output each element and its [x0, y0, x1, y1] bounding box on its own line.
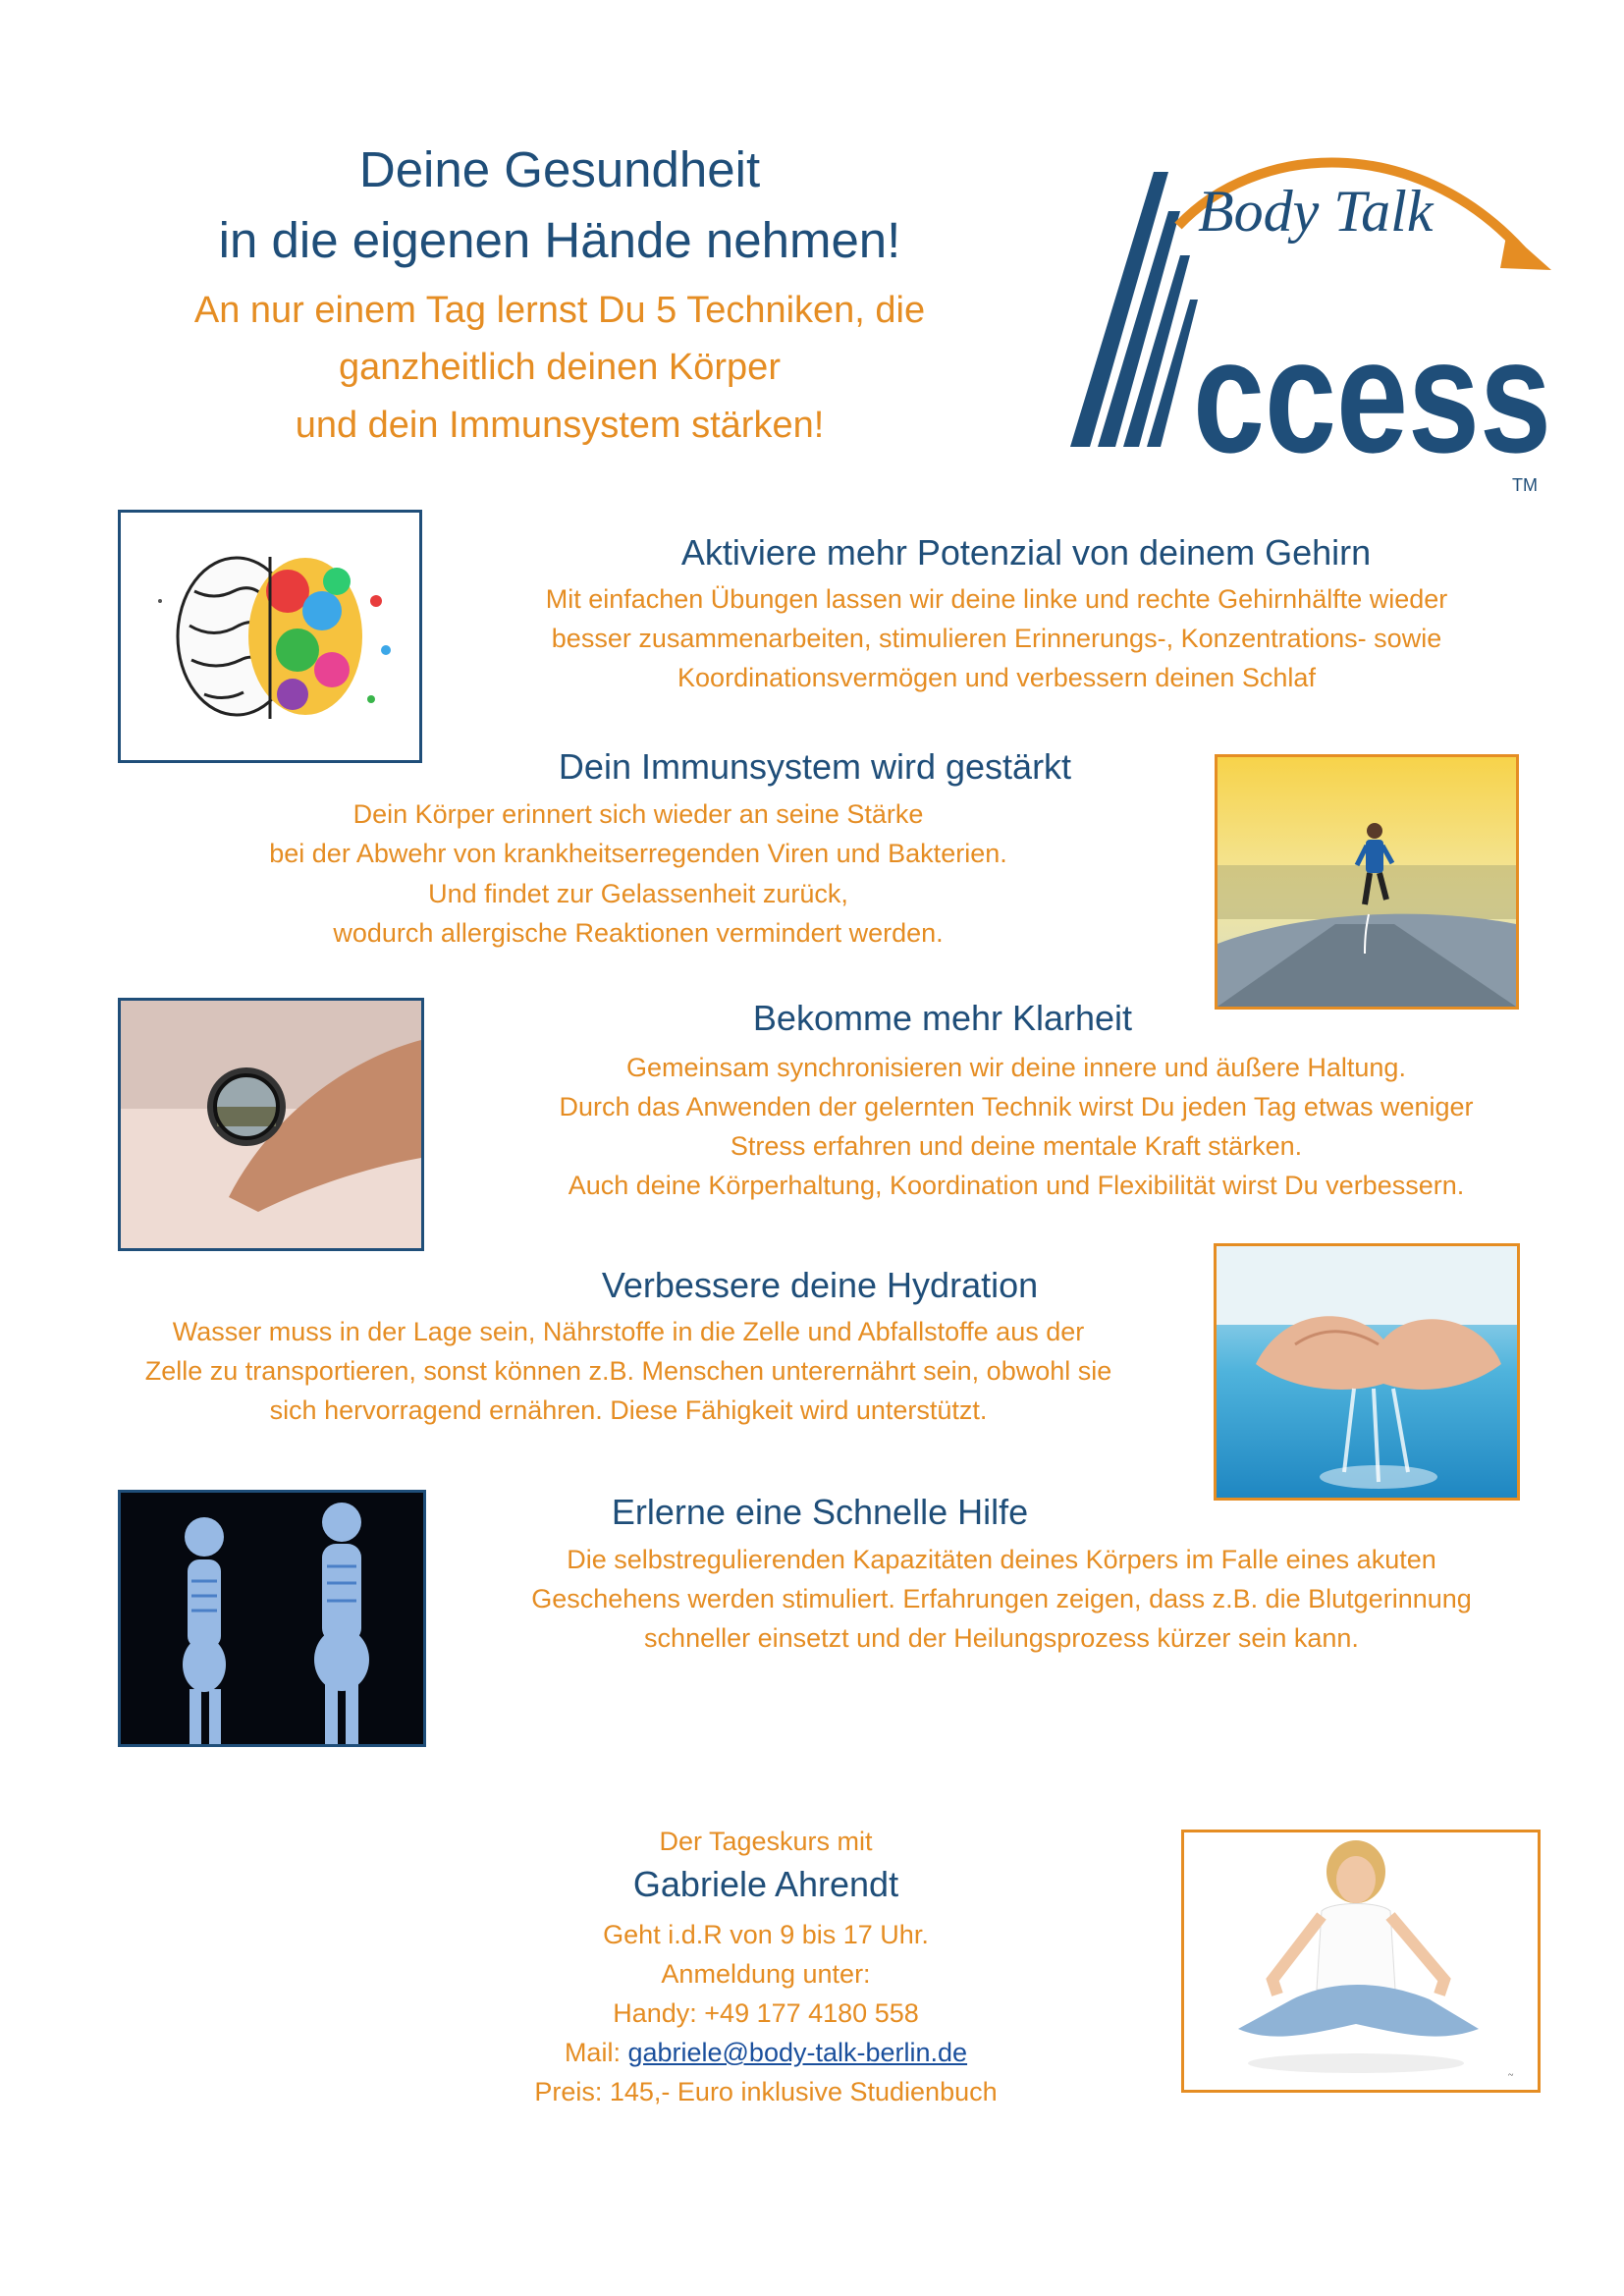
course-time: Geht i.d.R von 9 bis 17 Uhr. — [603, 1920, 929, 1949]
section-text-clarity-4: Auch deine Körperhaltung, Koordination und Flexibilität wirst Du verbessern. — [568, 1171, 1465, 1200]
section-text-immune-4: wodurch allergische Reaktionen vermindert werden. — [333, 918, 944, 948]
section-text-immune-1: Dein Körper erinnert sich wieder an seine Stärke — [352, 799, 924, 829]
page-title-line1: Deine Gesundheit — [358, 141, 761, 197]
section-text-brain-1: Mit einfachen Übungen lassen wir deine linke und rechte Gehirnhälfte wieder — [545, 584, 1448, 614]
section-text-clarity-1: Gemeinsam synchronisieren wir deine innere und äußere Haltung. — [626, 1053, 1406, 1082]
section-heading-brain: Aktiviere mehr Potenzial von deinem Gehirn — [680, 532, 1372, 573]
section-heading-clarity: Bekomme mehr Klarheit — [752, 998, 1133, 1038]
lens-hand-image — [118, 998, 424, 1251]
price-info: Preis: 145,- Euro inklusive Studienbuch — [534, 2077, 998, 2106]
bodytalk-access-logo — [1060, 152, 1561, 501]
course-intro: Der Tageskurs mit — [659, 1827, 873, 1856]
section-text-brain-2: besser zusammenarbeiten, stimulieren Erinnerungs-, Konzentrations- sowie — [551, 624, 1442, 653]
section-text-brain-3: Koordinationsvermögen und verbessern deinen Schlaf — [677, 663, 1316, 692]
section-text-hydration-1: Wasser muss in der Lage sein, Nährstoffe in die Zelle und Abfallstoffe aus der — [172, 1317, 1085, 1346]
section-heading-quick-help: Erlerne eine Schnelle Hilfe — [611, 1492, 1029, 1532]
email-link[interactable]: gabriele@body-talk-berlin.de — [627, 2038, 968, 2067]
logo-bodytalk-text: Body Talk — [1198, 179, 1434, 244]
anatomy-image — [118, 1490, 426, 1747]
section-text-quick-help-3: schneller einsetzt und der Heilungsprozess kürzer sein kann. — [644, 1623, 1359, 1653]
section-text-hydration-2: Zelle zu transportieren, sonst können z.B. Menschen unterernährt sein, obwohl sie — [144, 1356, 1112, 1386]
section-heading-hydration: Verbessere deine Hydration — [601, 1265, 1039, 1305]
svg-text:ccess: ccess — [1193, 305, 1551, 486]
page-title-line2: in die eigenen Hände nehmen! — [218, 212, 901, 268]
section-text-clarity-3: Stress erfahren und deine mentale Kraft stärken. — [730, 1131, 1303, 1161]
section-text-immune-2: bei der Abwehr von krankheitserregenden Viren und Bakterien. — [269, 839, 1007, 868]
subtitle-line3: und dein Immunsystem stärken! — [295, 405, 825, 446]
svg-text:~: ~ — [1508, 2070, 1514, 2081]
section-text-quick-help-1: Die selbstregulierenden Kapazitäten deines Körpers im Falle eines akuten — [567, 1545, 1436, 1574]
subtitle-line1: An nur einem Tag lernst Du 5 Techniken, die — [193, 290, 926, 331]
subtitle-line2: ganzheitlich deinen Körper — [339, 347, 781, 388]
instructor-name: Gabriele Ahrendt — [632, 1864, 899, 1904]
brain-image — [118, 510, 422, 763]
mail-line — [422, 2033, 1110, 2072]
logo-tm: TM — [1512, 475, 1538, 495]
phone-number: Handy: +49 177 4180 558 — [613, 1998, 919, 2028]
section-text-clarity-2: Durch das Anwenden der gelernten Technik wirst Du jeden Tag etwas weniger — [559, 1092, 1474, 1121]
registration-label: Anmeldung unter: — [661, 1959, 871, 1989]
portrait-image — [1181, 1830, 1541, 2093]
water-hands-image — [1214, 1243, 1520, 1501]
mail-label: Mail: — [564, 2038, 628, 2067]
section-text-hydration-3: sich hervorragend ernähren. Diese Fähigkeit wird unterstützt. — [269, 1395, 988, 1425]
section-text-immune-3: Und findet zur Gelassenheit zurück, — [428, 879, 848, 908]
section-text-quick-help-2: Geschehens werden stimuliert. Erfahrungen zeigen, dass z.B. die Blutgerinnung — [531, 1584, 1472, 1613]
runner-image — [1215, 754, 1519, 1010]
section-heading-immune: Dein Immunsystem wird gestärkt — [558, 746, 1072, 787]
